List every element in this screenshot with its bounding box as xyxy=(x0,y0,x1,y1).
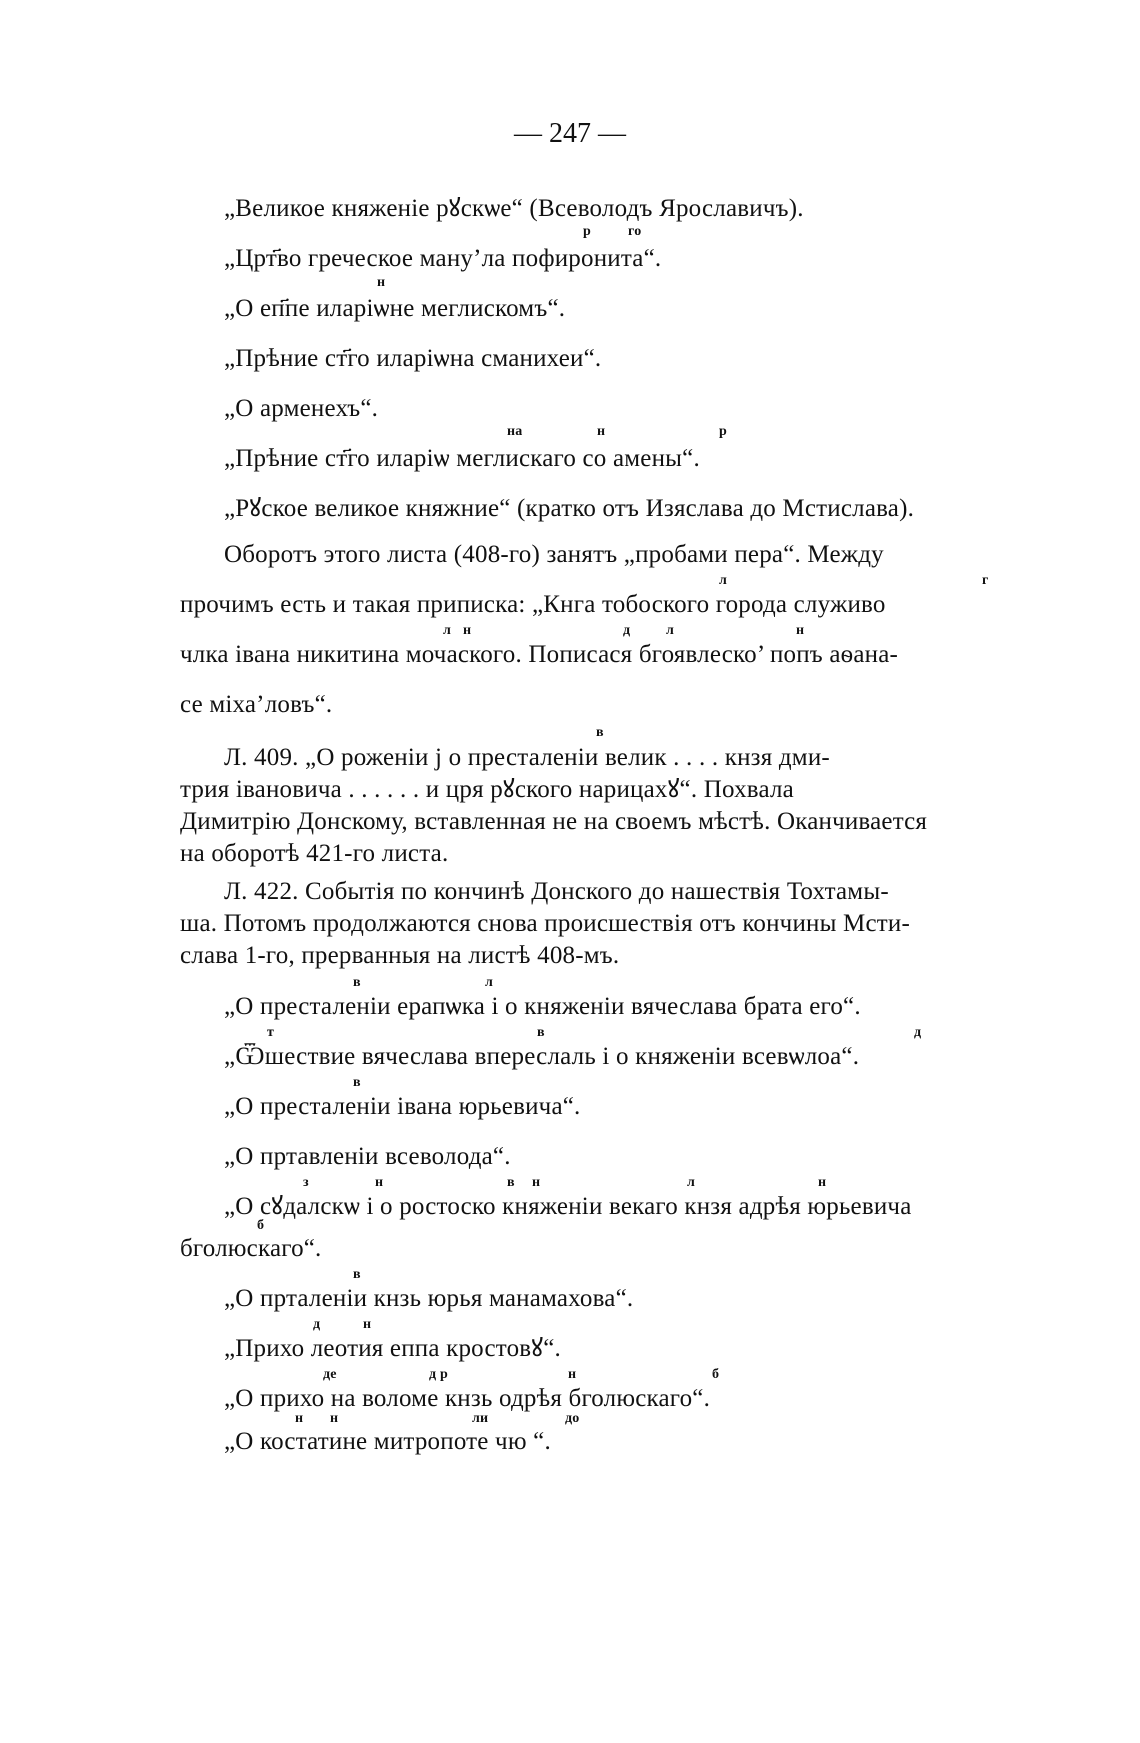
superscript: л xyxy=(485,975,494,990)
entry-line: „Прихо леотия еппа кростовꙋ“. xyxy=(224,1335,561,1362)
superscript: т xyxy=(267,1025,275,1040)
superscript: н xyxy=(568,1367,577,1382)
paragraph-line: Л. 422. Событiя по кончинѣ Донского до нашествiя Тохтамы- xyxy=(224,878,889,905)
superscript: р xyxy=(583,224,591,239)
superscript: л xyxy=(687,1175,696,1190)
superscript: в xyxy=(537,1025,545,1040)
superscript: н xyxy=(377,275,386,290)
superscript: го xyxy=(628,224,642,239)
superscript: н xyxy=(330,1411,339,1426)
entry-line: „О сꙋдалскѡ i о ростоско княженiи векаго кнзя адрѣя юрьевича xyxy=(224,1193,912,1220)
paragraph-line: Оборотъ этого листа (408-го) занятъ „пробами пера“. Между xyxy=(224,541,884,568)
superscript: г xyxy=(982,573,989,588)
superscript: б xyxy=(257,1218,265,1233)
entry-line: „О еп҃пе иларiѡне меглискомъ“. xyxy=(224,295,566,322)
superscript: в xyxy=(353,975,361,990)
entry-line: „О престаленiи ерапѡка i о княженiи вячеслава брата его“. xyxy=(224,993,861,1020)
superscript: в xyxy=(596,725,604,740)
entry-line: „О костатине митропоте чю “. xyxy=(224,1428,551,1455)
superscript: в xyxy=(353,1267,361,1282)
entry-line: „О прихо на воломе кнзь одрѣя бголюскаго“. xyxy=(224,1385,711,1412)
paragraph-line: члка iвана никитина мочаского. Пописася бгоявлеско’ попъ аѳана- xyxy=(180,641,899,668)
superscript: на xyxy=(507,424,523,439)
superscript: р xyxy=(719,424,727,439)
paragraph-line: ша. Потомъ продолжаются снова происшествiя отъ кончины Мсти- xyxy=(180,910,911,937)
paragraph-line: на оборотѣ 421-го листа. xyxy=(180,840,449,867)
superscript: н xyxy=(532,1175,541,1190)
superscript: н xyxy=(375,1175,384,1190)
superscript: ли xyxy=(472,1411,489,1426)
entry-line: „О пртавленiи всеволода“. xyxy=(224,1143,511,1170)
superscript: н xyxy=(597,424,606,439)
superscript: д xyxy=(623,623,631,638)
superscript: д xyxy=(914,1025,922,1040)
superscript: л xyxy=(666,623,675,638)
superscript: н xyxy=(818,1175,827,1190)
superscript: н xyxy=(463,623,472,638)
superscript: де xyxy=(323,1367,337,1382)
superscript: до xyxy=(565,1411,580,1426)
paragraph-line: Димитрiю Донскому, вставленная не на своемъ мѣстѣ. Оканчивается xyxy=(180,808,928,835)
entry-line: „Прѣние ст҃го иларiѡ меглискаго со амены“. xyxy=(224,445,700,472)
entry-line: „Ѿшествие вячеслава впереслаль i о княженiи всевѡлоа“. xyxy=(224,1043,860,1070)
page-number: — 247 — xyxy=(514,118,626,149)
superscript: н xyxy=(363,1317,372,1332)
superscript: д xyxy=(313,1317,321,1332)
superscript: н xyxy=(295,1411,304,1426)
superscript: в xyxy=(353,1075,361,1090)
entry-line: „Великое княженiе рꙋскѡе“ (Всеволодъ Ярославичъ). xyxy=(224,195,804,222)
superscript: л xyxy=(719,573,728,588)
superscript: л xyxy=(443,623,452,638)
superscript: б xyxy=(712,1367,720,1382)
entry-line: „Црт҃во греческое ману’ла пофиронита“. xyxy=(224,245,662,272)
paragraph-line: Л. 409. „О роженiи ј о престаленiи велик . . . . кнзя дми- xyxy=(224,744,830,771)
paragraph-line: прочимъ есть и такая приписка: „Кнга тобоского города служиво xyxy=(180,591,886,618)
superscript: д р xyxy=(429,1367,448,1382)
entry-line: бголюскаго“. xyxy=(180,1235,322,1262)
superscript: н xyxy=(796,623,805,638)
entry-line: „О арменехъ“. xyxy=(224,395,379,422)
paragraph-line: слава 1-го, прерванныя на листѣ 408-мъ. xyxy=(180,942,620,969)
entry-line: „Рꙋское великое княжние“ (кратко отъ Изяслава до Мстислава). xyxy=(224,495,915,522)
superscript: з xyxy=(303,1175,309,1190)
entry-line: „Прѣние ст҃го иларiѡна сманихеи“. xyxy=(224,345,602,372)
paragraph-line: трия iвановича . . . . . . и цря рꙋского нарицахꙋ“. Похвала xyxy=(180,776,794,803)
entry-line: „О престаленiи iвана юрьевича“. xyxy=(224,1093,581,1120)
entry-line: „О прталенiи кнзь юрья манамахова“. xyxy=(224,1285,634,1312)
paragraph-line: се мiха’ловъ“. xyxy=(180,691,333,718)
superscript: в xyxy=(507,1175,515,1190)
